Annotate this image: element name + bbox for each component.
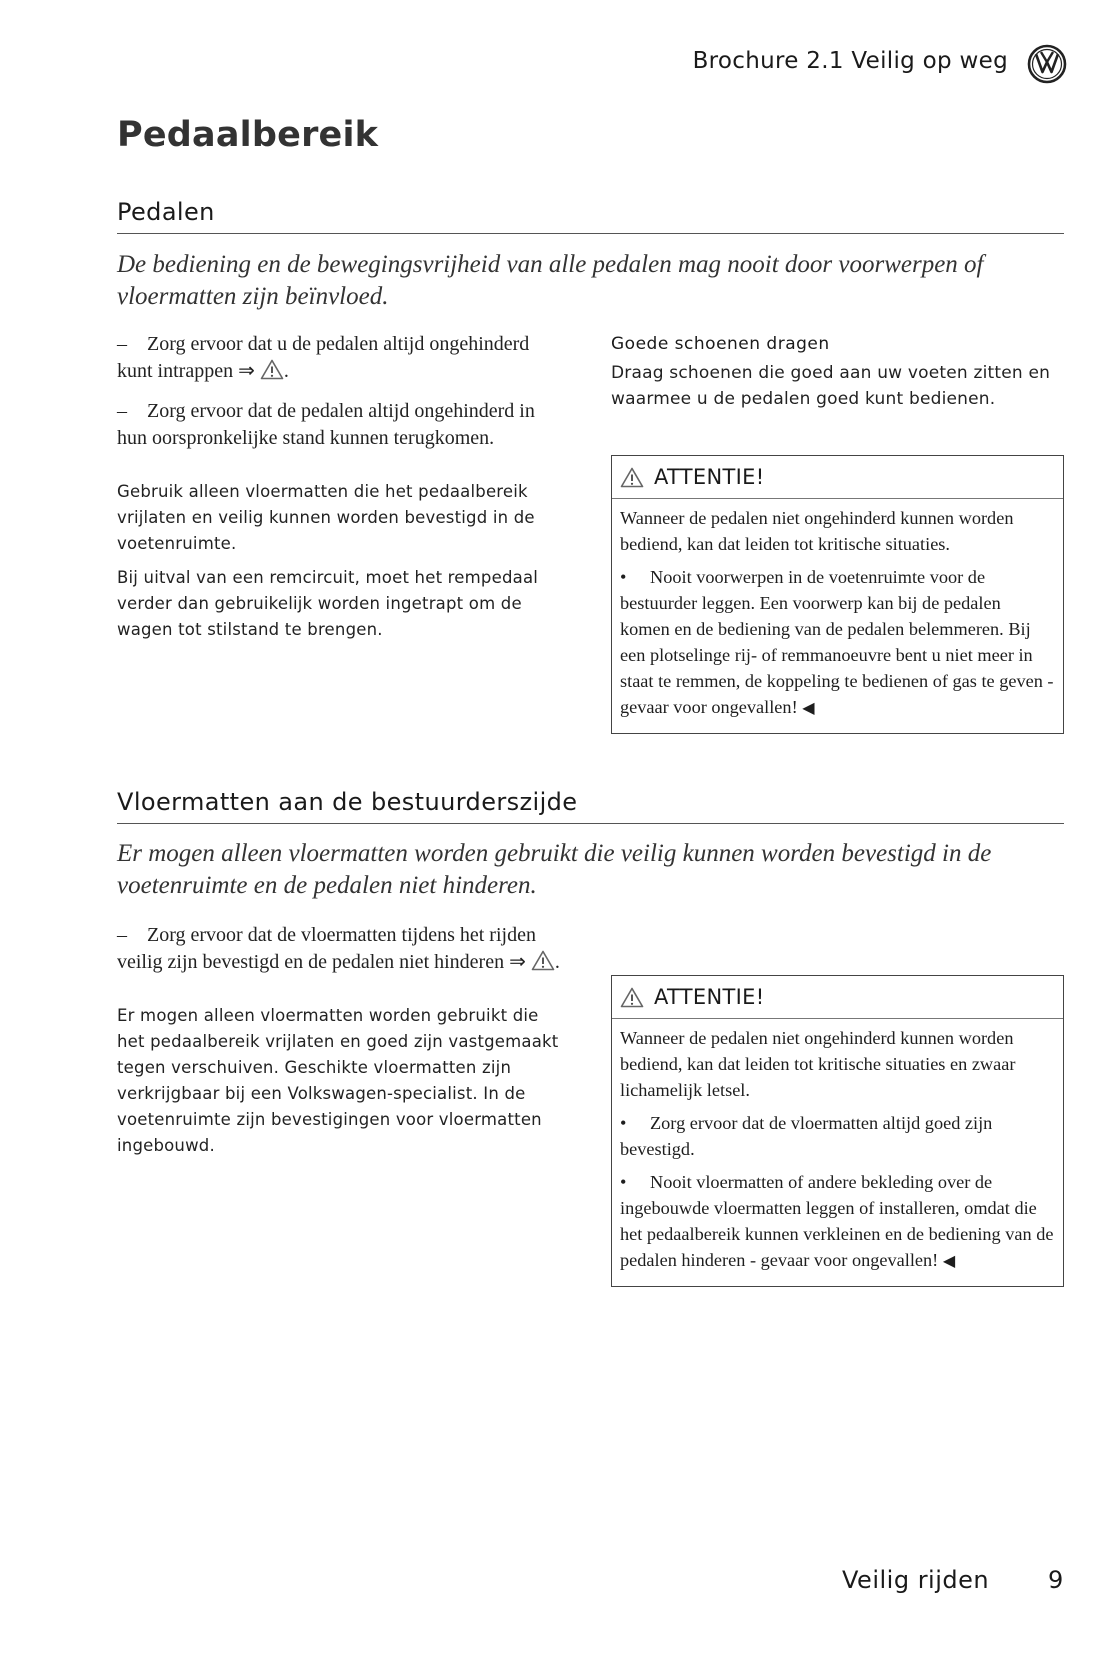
end-mark-icon: ◀ [942,1253,956,1270]
warning-intro: Wanneer de pedalen niet ongehinderd kunnen worden bediend, kan dat leiden tot kritische situaties. [620,508,1014,554]
body-paragraph: Draag schoenen die goed aan uw voeten zitten en waarmee u de pedalen goed kunt bedienen. [611,363,1051,409]
left-column [117,922,565,1167]
warning-triangle-icon [620,987,644,1008]
section-lead: Er mogen alleen vloermatten worden gebruikt die veilig kunnen worden bevestigd in de voetenruimte en de pedalen niet hinderen. [117,840,992,899]
warning-bullet: • Nooit voorwerpen in de voetenruimte voor de bestuurder leggen. Een voorwerp kan bij de pedalen komen en de bediening van de pedalen belemmeren. Bij een plotselinge rij- of remmanoeuvre bent u niet meer in staat te remmen, de koppeling te bedienen of gas te geven - gevaar voor ongevallen! ◀ [620,564,1055,722]
body-paragraph: Gebruik alleen vloermatten die het pedaalbereik vrijlaten en veilig kunnen worden bevestigd in de voetenruimte. [117,482,535,553]
warning-body [612,1019,1063,1286]
section-rule [117,823,1064,824]
warning-title: ATTENTIE! [654,465,765,489]
vw-logo-icon [1027,44,1067,84]
warning-triangle-icon[interactable] [531,950,555,971]
section-lead: De bediening en de bewegingsvrijheid van alle pedalen mag nooit door voorwerpen of vloermatten zijn beïnvloed. [117,251,984,310]
end-mark-icon: ◀ [802,700,815,717]
section-heading-vloermatten: Vloermatten aan de bestuurderszijde [117,788,578,816]
instruction-item: – Zorg ervoor dat u de pedalen altijd ongehinderd kunt intrappen ⇒ . [117,333,530,382]
warning-box [611,455,1064,734]
right-column [611,334,1055,420]
warning-intro: Wanneer de pedalen niet ongehinderd kunnen worden bediend, kan dat leiden tot kritische situaties en zwaar lichamelijk letsel. [620,1028,1016,1100]
section-rule [117,233,1064,234]
warning-body [612,499,1063,733]
page-title: Pedaalbereik [117,115,379,155]
footer-chapter-label: Veilig rijden [842,1566,990,1594]
cross-reference-arrow[interactable]: ⇒ [238,360,255,382]
warning-bullet: • Nooit vloermatten of andere bekleding over de ingebouwde vloermatten leggen of installeren, omdat die het pedaalbereik kunnen verkleinen en de bediening van de pedalen hinderen - gevaar voor ongevallen! ◀ [620,1169,1055,1275]
section-heading-pedalen: Pedalen [117,198,215,226]
left-column [117,331,565,651]
warning-header [612,456,1063,499]
warning-bullet: • Zorg ervoor dat de vloermatten altijd goed zijn bevestigd. [620,1113,993,1159]
cross-reference-arrow[interactable]: ⇒ [509,951,526,973]
body-paragraph: Er mogen alleen vloermatten worden gebruikt die het pedaalbereik vrijlaten en goed zijn vastgemaakt tegen verschuiven. Geschikte vloermatten zijn verkrijgbaar bij een Volkswagen-specialist. In de voetenruimte zijn bevestigingen voor vloermatten ingebouwd. [117,1006,559,1155]
body-paragraph: Bij uitval van een remcircuit, moet het rempedaal verder dan gebruikelijk worden ingetrapt om de wagen tot stilstand te brengen. [117,568,539,639]
warning-triangle-icon [620,467,644,488]
page-number: 9 [1048,1566,1064,1594]
instruction-item: – Zorg ervoor dat de pedalen altijd ongehinderd in hun oorspronkelijke stand kunnen terugkomen. [117,400,535,449]
warning-triangle-icon[interactable] [260,359,284,380]
running-header: Brochure 2.1 Veilig op weg [692,48,1008,74]
instruction-item: – Zorg ervoor dat de vloermatten tijdens het rijden veilig zijn bevestigd en de pedalen niet hinderen ⇒ . [117,924,560,973]
subheading: Goede schoenen dragen [611,334,830,354]
warning-box [611,975,1064,1287]
warning-title: ATTENTIE! [654,985,765,1009]
warning-header [612,976,1063,1019]
